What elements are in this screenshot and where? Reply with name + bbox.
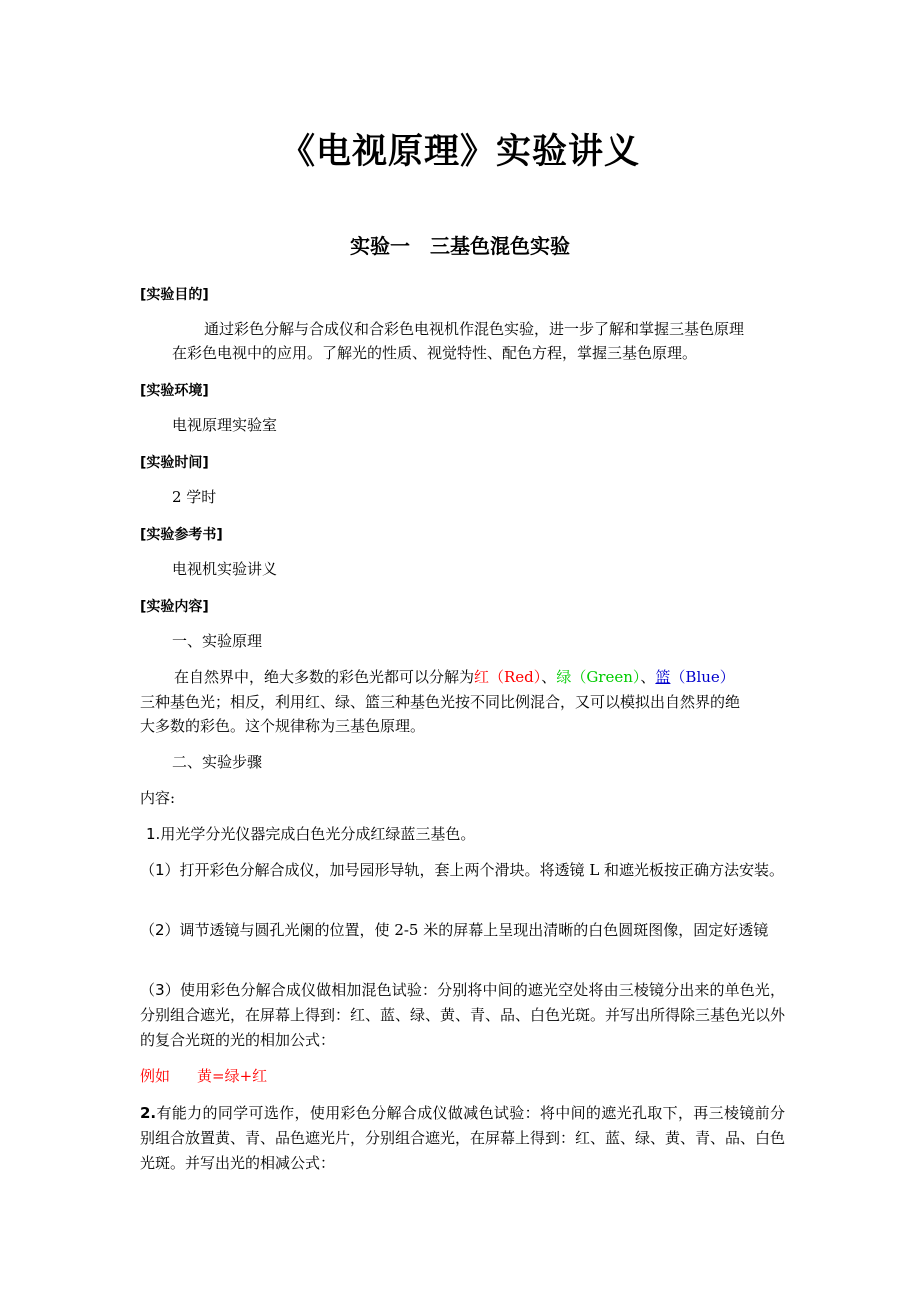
step-number: （2） [140, 921, 180, 939]
step-text: 有能力的同学可选作，使用彩色分解合成仪做减色试验：将中间的遮光孔取下，再三棱镜前分别组合放置黄、青、品色遮光片，分别组合遮光，在屏幕上得到：红、蓝、绿、黄、青、品、白色光斑。并写出光的相减公式： [140, 1104, 786, 1172]
reference-text: 电视机实验讲义 [172, 560, 278, 578]
separator: 、 [640, 668, 656, 686]
example-line [140, 1064, 785, 1089]
purpose-text-line2: 在彩色电视中的应用。了解光的性质、视觉特性、配色方程，掌握三基色原理。 [172, 344, 698, 362]
step-number: 1. [146, 825, 161, 843]
principle-line2: 三种基色光；相反，利用红、绿、篮三种基色光按不同比例混合，又可以模拟出自然界的绝 [140, 693, 741, 711]
green-term: 绿（Green） [556, 668, 641, 686]
step-number: （3） [140, 981, 180, 999]
step-item-1 [146, 822, 791, 847]
step-sub-3 [140, 978, 785, 1053]
principle-line3: 大多数的彩色。这个规律称为三基色原理。 [140, 717, 426, 735]
steps-heading: 二、实验步骤 [172, 753, 263, 771]
experiment-title: 实验一 三基色混色实验 [350, 234, 570, 258]
step-item-2 [140, 1101, 785, 1176]
section-heading-purpose: [实验目的] [140, 287, 209, 303]
separator: 、 [541, 668, 557, 686]
example-label: 例如 [140, 1067, 171, 1085]
step-text: 调节透镜与圆孔光阑的位置，使 2-5 米的屏幕上呈现出清晰的白色圆斑图像，固定好透镜 [179, 921, 769, 939]
red-term: 红（Red） [474, 668, 542, 686]
step-text: 打开彩色分解合成仪，加号园形导轨，套上两个滑块。将透镜 L 和遮光板按正确方法安装。 [179, 861, 785, 879]
step-sub-1 [140, 858, 785, 883]
example-formula: 黄=绿+红 [197, 1067, 268, 1085]
step-number: （1） [140, 861, 180, 879]
step-sub-2 [140, 918, 785, 943]
step-text: 用光学分光仪器完成白色光分成红绿蓝三基色。 [160, 825, 476, 843]
blue-term: （Blue） [670, 668, 735, 686]
principle-intro: 在自然界中，绝大多数的彩色光都可以分解为 [174, 668, 475, 686]
blue-term-char: 篮 [655, 668, 671, 686]
environment-text: 电视原理实验室 [172, 416, 278, 434]
section-heading-duration: [实验时间] [140, 455, 209, 471]
section-heading-content: [实验内容] [140, 599, 209, 615]
steps-label: 内容: [140, 789, 176, 807]
principle-heading: 一、实验原理 [172, 632, 263, 650]
duration-text: 2 学时 [172, 488, 217, 506]
section-heading-environment: [实验环境] [140, 383, 209, 399]
step-number: 2. [140, 1104, 157, 1122]
section-heading-reference: [实验参考书] [140, 527, 223, 543]
document-title: 《电视原理》实验讲义 [279, 132, 640, 172]
principle-line1 [140, 665, 785, 690]
purpose-text-line1: 通过彩色分解与合成仪和合彩色电视机作混色实验，进一步了解和掌握三基色原理 [204, 320, 745, 338]
step-text: 使用彩色分解合成仪做相加混色试验：分别将中间的遮光空处将由三棱镜分出来的单色光，分别组合遮光，在屏幕上得到：红、蓝、绿、黄、青、品、白色光斑。并写出所得除三基色光以外的复合光斑的光的相加公式： [140, 981, 786, 1049]
